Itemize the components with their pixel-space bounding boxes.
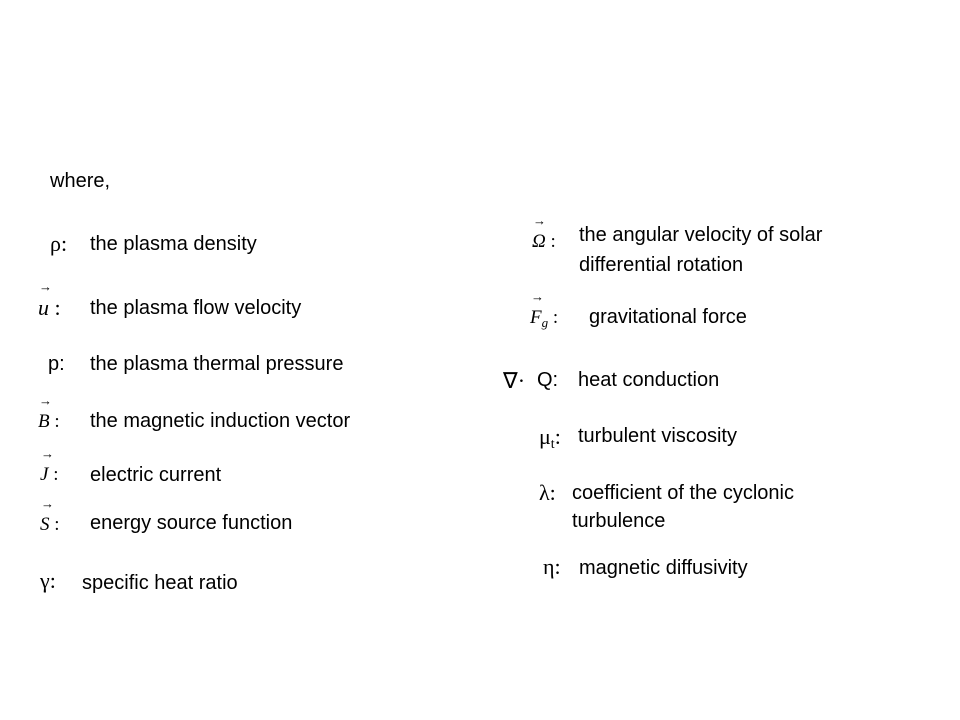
source-definition: energy source function: [90, 512, 293, 534]
mu-t-symbol: μt:: [539, 424, 561, 452]
lambda-definition-line1: coefficient of the cyclonic: [572, 482, 794, 504]
rho-symbol: ρ:: [50, 231, 68, 256]
intro-text: where,: [50, 170, 111, 192]
viscosity-definition: turbulent viscosity: [578, 425, 737, 447]
source-symbol: → S :: [40, 510, 60, 540]
gravity-definition: gravitational force: [589, 306, 747, 328]
diffusivity-definition: magnetic diffusivity: [579, 557, 748, 579]
gamma-definition: specific heat ratio: [82, 572, 238, 594]
eta-symbol: η:: [543, 554, 561, 579]
current-definition: electric current: [90, 464, 222, 486]
omega-definition-line2: differential rotation: [579, 254, 744, 276]
lambda-symbol: λ:: [539, 480, 556, 505]
lambda-definition-line2: turbulence: [572, 510, 666, 532]
magnetic-field-symbol: → B :: [38, 407, 60, 437]
pressure-symbol: p:: [48, 353, 65, 375]
omega-definition-line1: the angular velocity of solar: [579, 224, 823, 246]
divergence-symbol: ∇·: [503, 368, 526, 393]
heat-q-label: Q:: [537, 369, 559, 391]
omega-symbol: → Ω :: [532, 227, 556, 257]
gamma-symbol: γ:: [40, 568, 56, 593]
gravity-symbol: → $F_g$ :: [530, 303, 558, 338]
velocity-definition: the plasma flow velocity: [90, 297, 302, 319]
heat-conduction-definition: heat conduction: [578, 369, 720, 391]
velocity-symbol: → u :: [38, 293, 61, 323]
rho-definition: the plasma density: [90, 233, 257, 255]
current-symbol: → J :: [40, 460, 58, 490]
magnetic-field-definition: the magnetic induction vector: [90, 410, 351, 432]
pressure-definition: the plasma thermal pressure: [90, 353, 344, 375]
